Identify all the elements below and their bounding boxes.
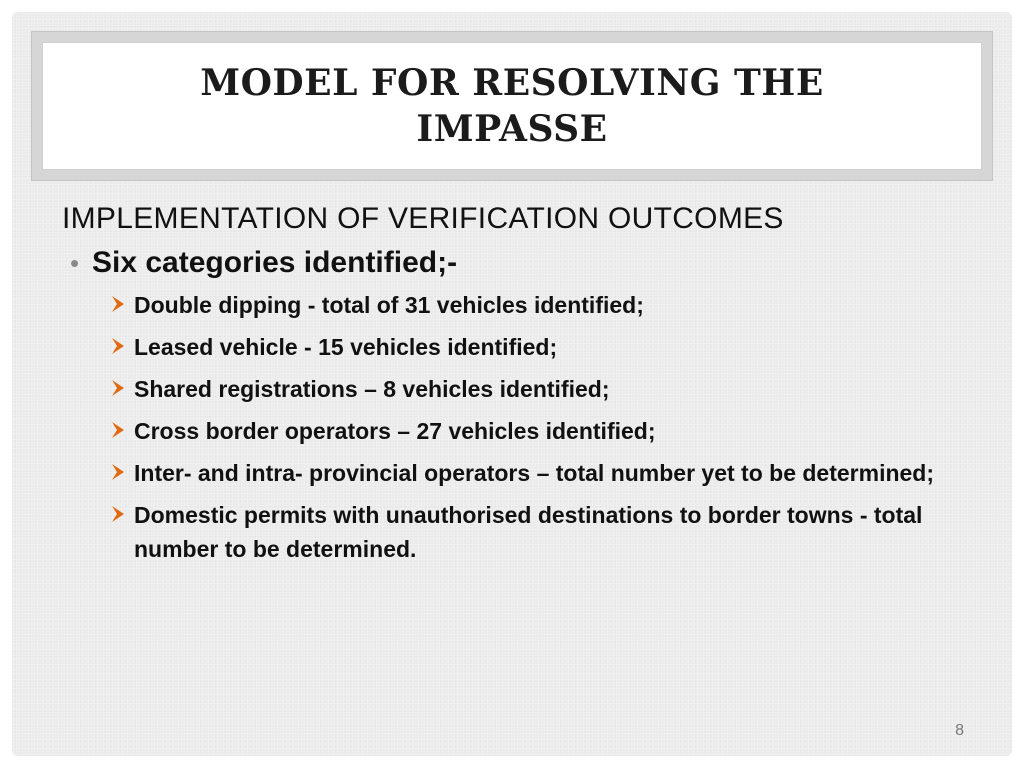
arrowhead-icon <box>110 498 134 532</box>
bullet-dot-icon: • <box>70 248 80 278</box>
list-item <box>110 414 972 448</box>
sub-bullet-list <box>62 288 972 566</box>
slide <box>12 12 1012 756</box>
sub-bullet-text: Shared registrations – 8 vehicles identified; <box>134 376 610 402</box>
arrowhead-icon <box>110 372 134 406</box>
sub-bullet-text: Leased vehicle - 15 vehicles identified; <box>134 334 558 360</box>
sub-bullet-text: Domestic permits with unauthorised destinations to border towns - total number to be determined. <box>134 502 923 562</box>
section-heading: IMPLEMENTATION OF VERIFICATION OUTCOMES <box>62 202 784 235</box>
list-item <box>110 456 972 490</box>
list-item <box>110 372 972 406</box>
arrowhead-icon <box>110 288 134 322</box>
list-item <box>110 498 972 566</box>
sub-bullet-text: Inter- and intra- provincial operators – total number yet to be determined; <box>134 460 935 486</box>
title-frame <box>31 31 993 181</box>
main-bullet <box>70 246 972 280</box>
title-box <box>42 42 982 170</box>
slide-content <box>62 202 972 574</box>
arrowhead-icon <box>110 456 134 490</box>
list-item <box>110 330 972 364</box>
slide-title: MODEL FOR RESOLVING THE IMPASSE <box>200 62 824 150</box>
arrowhead-icon <box>110 330 134 364</box>
arrowhead-icon <box>110 414 134 448</box>
main-bullet-text: Six categories identified;- <box>92 246 458 279</box>
list-item <box>110 288 972 322</box>
page-number: 8 <box>955 722 964 739</box>
sub-bullet-text: Cross border operators – 27 vehicles identified; <box>134 418 656 444</box>
sub-bullet-text: Double dipping - total of 31 vehicles identified; <box>134 292 644 318</box>
